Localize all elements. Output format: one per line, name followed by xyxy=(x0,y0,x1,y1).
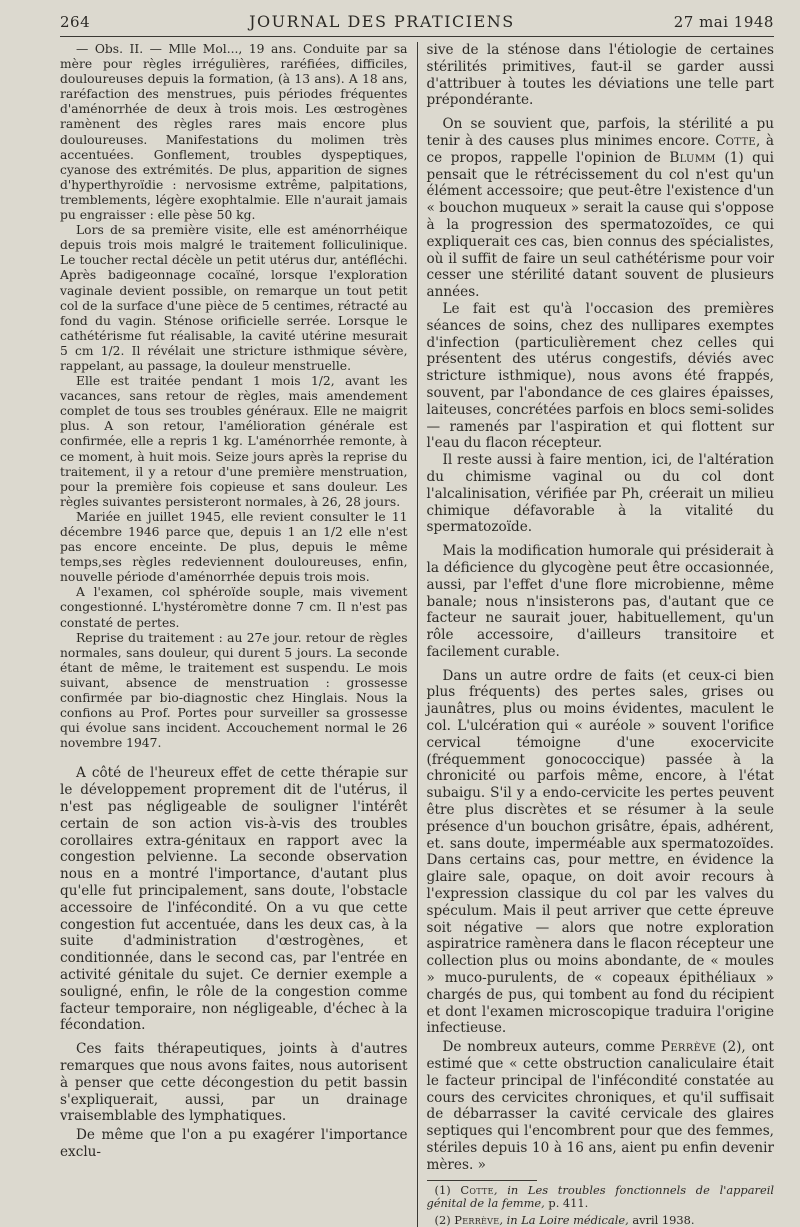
footnote-source: , in La Loire médicale, xyxy=(499,1212,629,1227)
observation-paragraph: Lors de sa première visite, elle est aménorrhéique depuis trois mois malgré le traitement folliculinique. Le toucher rectal décèle un petit utérus dur, antéfléchi. Après badigeonnage cocaïné, lorsque l'exploration vaginale devient possible, on remarque un tout petit col de la surface d'une pièce de 5 centimes, rétracté au fond du vagin. Sténose orificielle serrée. Lorsque le cathétérisme fut réalisable, la cavité utérine mesurait 5 cm 1/2. Il révélait une stricture isthmique sévère, rappelant, au passage, la douleur menstruelle. xyxy=(60,223,408,373)
footnote-source: , in Les troubles fonctionnels de l'appareil génital de la femme, xyxy=(426,1182,774,1211)
author-name: Perrève xyxy=(660,1039,717,1056)
header-rule xyxy=(60,36,774,37)
body-paragraph xyxy=(427,116,775,301)
body-paragraph: A côté de l'heureux effet de cette thérapie sur le développement proprement dit de l'utérus, il n'est pas négligeable de souligner l'intérêt certain de son action vis-à-vis des troubles corollaires extra-génitaux en rapport avec la congestion pelvienne. La seconde observation nous en a montré l'importance, d'autant plus qu'elle fut principalement, sans doute, l'obstacle accessoire de l'infécondité. On a vu que cette congestion fut accentuée, dans les deux cas, à la suite d'administration d'œstrogènes, et conditionnée, dans le second cas, par l'entrée en activité génitale du sujet. Ce dernier exemple a souligné, enfin, le rôle de la congestion comme facteur temporaire, non négligeable, d'échec à la fécondation. xyxy=(60,765,408,1034)
footnote xyxy=(427,1184,775,1211)
issue-date: 27 mai 1948 xyxy=(673,13,774,31)
text-run: De nombreux auteurs, comme xyxy=(442,1039,656,1056)
observation-paragraph: A l'examen, col sphéroïde souple, mais vivement congestionné. L'hystéromètre donne 7 cm. Il n'est pas constaté de pertes. xyxy=(60,585,408,630)
body-paragraph: sive de la sténose dans l'étiologie de certaines stérilités primitives, faut-il se garder aussi d'attribuer à toutes les déviations une telle part prépondérante. xyxy=(426,42,774,109)
observation-paragraph: Mariée en juillet 1945, elle revient consulter le 11 décembre 1946 parce que, depuis 1 an 1/2 elle n'est pas encore enceinte. De plus, depuis le même temps,ses règles redeviennent douloureuses, enfin, nouvelle période d'aménorrhée depuis trois mois. xyxy=(60,509,408,585)
text-columns xyxy=(60,42,774,1227)
body-paragraph: Dans un autre ordre de faits (et ceux-ci bien plus fréquents) des pertes sales, grises ou jaunâtres, plus ou moins évidentes, maculent le col. L'ulcération qui « auréole » souvent l'orifice cervical témoigne d'une exocervicite (fréquemment gonococcique) passée à la chronicité ou parfois même, encore, à l'état subaigu. S'il y a endo-cervicite les pertes peuvent être plus discrètes et se résumer à la seule présence d'un bouchon grisâtre, épais, adhérent, et. sans doute, imperméable aux spermatozoïdes. Dans certains cas, pour mettre, en évidence la glaire sale, opaque, on doit avoir recours à l'expression classique du col par les valves du spéculum. Mais il peut arriver que cette épreuve soit négative — alors que notre exploration aspiratrice ramènera dans le flacon récepteur une collection plus ou moins abondante, de « moules » muco-purulents, de « copeaux épithéliaux » chargés de pus, qui tombent au fond du récipient et dont l'examen microscopique traduira l'origine infectieuse. xyxy=(426,667,774,1037)
page-header xyxy=(60,12,774,33)
footnote-number: (2) xyxy=(434,1212,451,1227)
text-run: , à ce propos, rappelle l'opinion de xyxy=(426,132,775,166)
body-paragraph: De même que l'on a pu exagérer l'importance exclu- xyxy=(60,1127,408,1160)
observation-paragraph: Reprise du traitement : au 27e jour. retour de règles normales, sans douleur, qui durent 5 jours. La seconde étant de même, le traitement est suspendu. Le mois suivant, absence de menstruation : grossesse confirmée par bio-diagnostic chez Hinglais. Nous la confions au Prof. Portes pour surveiller sa grossesse qui évolue sans incident. Accouchement normal le 26 novembre 1947. xyxy=(60,630,408,751)
body-paragraph xyxy=(427,1039,775,1173)
text-run: (2), ont estimé que « cette obstruction canaliculaire était le facteur principal de l'infécondité constatée au cours des cervicites chroniques, et qu'il suffisait de débarrasser la cavité cervicale des glaires septiques qui l'encombrent pour que des femmes, stériles depuis 10 à 16 ans, aient pu enfin devenir mères. » xyxy=(426,1039,775,1173)
text-run: (1) qui pensait que le rétrécissement du col n'est qu'un élément accessoire; que peut-être l'existence d'un « bouchon muqueux » serait la cause qui s'oppose à la progression des spermatozoïdes, ce qui expliquerait ces cas, bien connus des spécialistes, où il suffit de faire un seul cathétérisme pour voir cesser une stérilité datant souvent de plusieurs années. xyxy=(426,149,774,301)
body-paragraph: Il reste aussi à faire mention, ici, de l'altération du chimisme vaginal ou du col dont l'alcalinisation, vérifiée par Ph, créerait un milieu chimique défavorable à la vitalité du spermatozoïde. xyxy=(426,452,774,536)
observation-paragraph: Elle est traitée pendant 1 mois 1/2, avant les vacances, sans retour de règles, mais amendement complet de tous ses troubles généraux. Elle ne maigrit plus. A son retour, l'amélioration générale est confirmée, elle a repris 1 kg. L'aménorrhée remonte, à ce moment, à huit mois. Seize jours après la reprise du traitement, il y a retour d'une première menstruation, pour la première fois copieuse et sans douleur. Les règles suivantes persisteront normales, à 26, 28 jours. xyxy=(60,374,408,509)
footnote xyxy=(427,1214,775,1227)
footnote-author: Cotte xyxy=(460,1182,494,1197)
footnote-page: p. 411. xyxy=(544,1196,589,1211)
journal-title: JOURNAL DES PRATICIENS xyxy=(249,12,515,31)
author-name: Blumm xyxy=(669,149,716,166)
body-paragraph: Le fait est qu'à l'occasion des premières séances de soins, chez des nullipares exemptes d'infection (particulièrement chez celles qui présentent des utérus congestifs, déviés avec stricture isthmique), nous avons été frappés, souvent, par l'abondance de ces glaires épaisses, laiteuses, concrétées parfois en blocs semi-solides — ramenés par l'aspiration et qui flottent sur l'eau du flacon récepteur. xyxy=(426,300,774,452)
right-column xyxy=(417,42,775,1227)
footnote-rule xyxy=(427,1180,537,1181)
author-name: Cotte xyxy=(715,132,757,149)
footnote-number: (1) xyxy=(434,1182,451,1197)
footnote-page: avril 1938. xyxy=(628,1212,695,1227)
body-paragraph: Ces faits thérapeutiques, joints à d'autres remarques que nous avons faites, nous autorisent à penser que cette décongestion du petit bassin s'expliquerait, aussi, par un drainage vraisemblable des lymphatiques. xyxy=(60,1041,408,1125)
observation-paragraph: — Obs. II. — Mlle Mol..., 19 ans. Conduite par sa mère pour règles irrégulières, raréfiées, difficiles, douloureuses depuis la formation, (à 13 ans). A 18 ans, raréfaction des menstrues, puis périodes fréquentes d'aménorrhée de deux à trois mois. Les œstrogènes ramènent des règles rares mais encore plus douloureuses. Manifestations du molimen très accentuées. Gonflement, troubles dyspeptiques, cyanose des extrémités. De plus, apparition de signes d'hyperthyroïdie : nervosisme extrême, palpitations, tremblements, légère exophtalmie. Elle n'aurait jamais pu engraisser : elle pèse 50 kg. xyxy=(60,42,408,223)
footnote-author: Perrève xyxy=(454,1212,500,1227)
body-paragraph: Mais la modification humorale qui présiderait à la déficience du glycogène peut être occasionnée, aussi, par l'effet d'une flore microbienne, même banale; nous n'insisterons pas, d'autant que ce facteur ne saurait jouer, habituellement, qu'un rôle accessoire, d'ailleurs transitoire et facilement curable. xyxy=(426,543,774,660)
text-run: On se souvient que, parfois, la stérilité a pu tenir à des causes plus minimes encore. xyxy=(426,116,774,149)
page-number: 264 xyxy=(60,13,91,31)
left-column xyxy=(60,42,417,1227)
